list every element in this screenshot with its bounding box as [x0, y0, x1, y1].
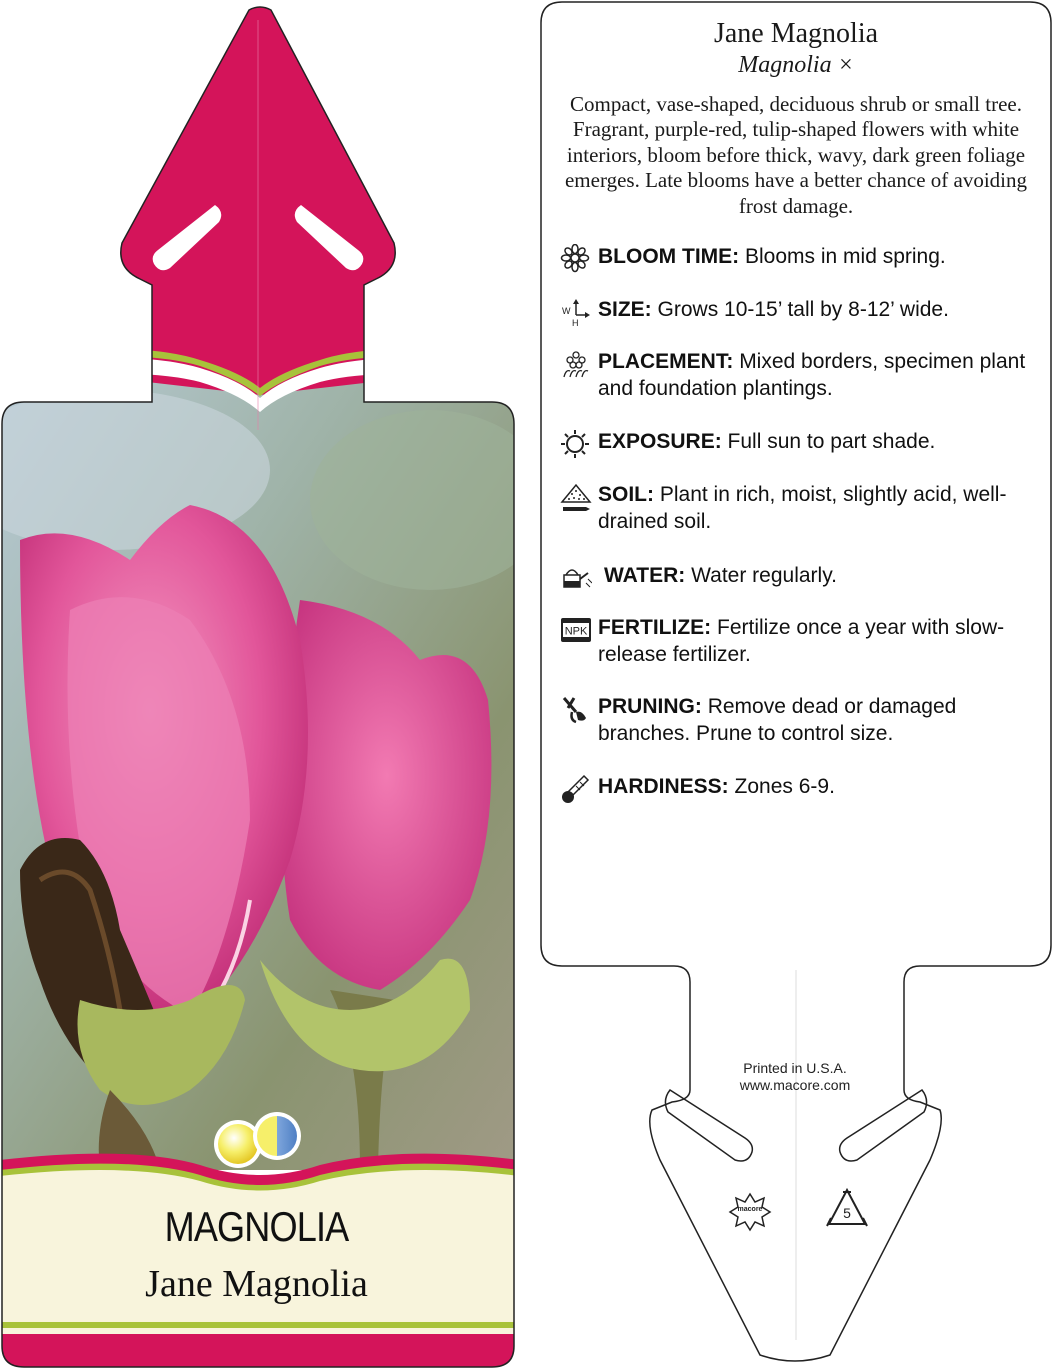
plant-title: Jane Magnolia — [713, 18, 879, 49]
recycle-number: 5 — [843, 1205, 851, 1221]
latin-name: Magnolia × — [738, 52, 854, 78]
thermometer-icon — [560, 774, 592, 804]
size-h-label: H — [572, 318, 579, 327]
care-text: Mixed borders, specimen plant and foundation plantings. — [598, 350, 1026, 400]
size-icon — [560, 297, 592, 327]
variety-name: Jane Magnolia — [145, 1263, 368, 1305]
care-label: SIZE: — [598, 298, 652, 321]
magnolia-photo — [0, 370, 550, 1170]
plant-description: Compact, vase-shaped, deciduous shrub or small tree. Fragrant, purple-red, tulip-shaped flowers with white interiors, bloom before thick, wavy, dark green foliage emerges. Late blooms have a better chance of avoiding frost damage. — [564, 92, 1027, 218]
macore-logo-text: macore — [737, 1206, 763, 1213]
care-text: Plant in rich, moist, slightly acid, well-drained soil. — [598, 483, 1007, 533]
care-label: BLOOM TIME: — [598, 245, 740, 268]
care-text: Water regularly. — [691, 564, 837, 587]
care-label: PRUNING: — [598, 695, 702, 718]
printed-in: Printed in U.S.A. — [743, 1060, 847, 1076]
size-w-label: W — [562, 306, 571, 316]
common-name: MAGNOLIA — [164, 1203, 349, 1250]
npk-label: NPK — [564, 625, 588, 638]
sun-icon — [560, 429, 592, 459]
pruners-icon — [560, 694, 592, 724]
care-text: Remove dead or damaged branches. Prune to control size. — [598, 695, 957, 745]
care-text: Grows 10-15’ tall by 8-12’ wide. — [657, 298, 949, 321]
soil-icon — [560, 482, 592, 512]
watering-can-icon — [560, 563, 592, 593]
placement-icon — [560, 349, 592, 379]
care-label: WATER: — [604, 564, 686, 587]
care-text: Zones 6-9. — [734, 775, 835, 798]
care-label: FERTILIZE: — [598, 616, 712, 639]
care-text: Blooms in mid spring. — [745, 245, 946, 268]
care-label: SOIL: — [598, 483, 654, 506]
care-label: PLACEMENT: — [598, 350, 734, 373]
care-label: HARDINESS: — [598, 775, 729, 798]
header-band — [0, 0, 520, 395]
npk-icon — [560, 615, 592, 645]
care-text: Fertilize once a year with slow-release fertilizer. — [598, 616, 1005, 666]
care-label: EXPOSURE: — [598, 430, 722, 453]
website: www.macore.com — [739, 1077, 851, 1093]
care-text: Full sun to part shade. — [727, 430, 936, 453]
printed-info — [690, 1060, 900, 1094]
flower-icon — [560, 244, 592, 274]
